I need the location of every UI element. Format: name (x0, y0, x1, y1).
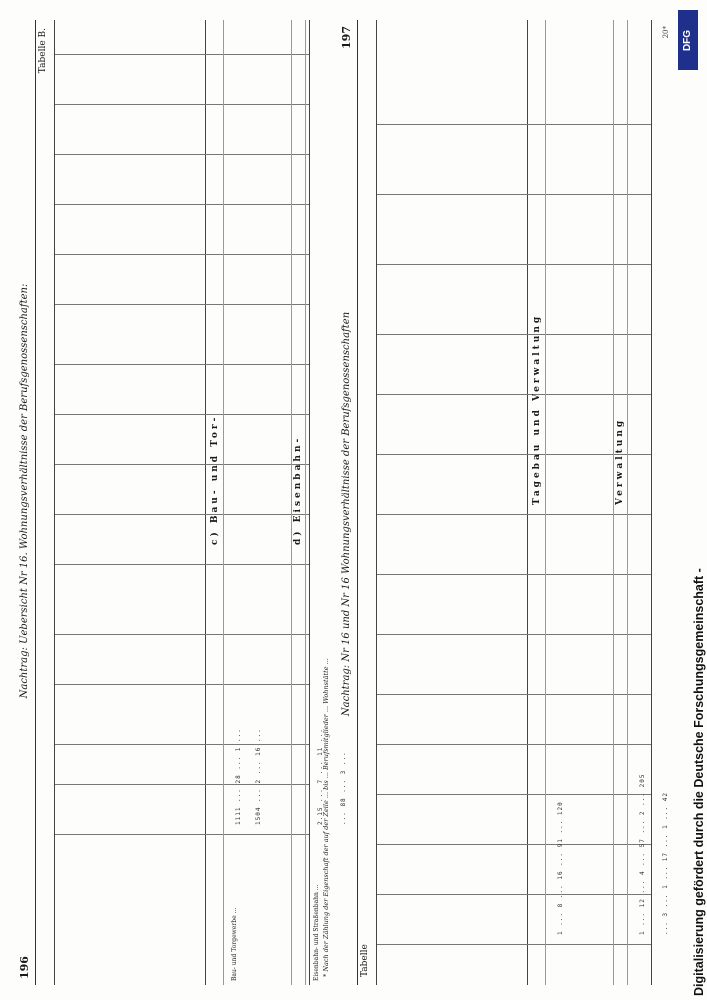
right-column-headers (377, 20, 528, 985)
right-head-title: Nachtrag: Nr 16 und Nr 16 Wohnungsverhältnisse der Berufsgenossenschaften (341, 311, 352, 717)
left-section-c: c) Bau- und Tor- (210, 414, 220, 545)
right-page (336, 20, 676, 985)
left-page-number: 196 (18, 956, 31, 979)
left-footnote: * Nach der Zählung der Eigenschaft der auf der Zeile ... bis ... Berufsmitglieder ... Wohnstätte ... (322, 658, 330, 977)
dfg-banner-text: Digitalisierung gefördert durch die Deutsche Forschungsgemeinschaft - (692, 568, 706, 996)
right-table-label: Tabelle (360, 944, 370, 977)
right-running-head (336, 20, 358, 985)
right-table-grid: Tagebau und Verwaltung Verwaltung 1 ... 8 ... 16 ... 91 ... 120 1 ... 12 ... 4 ... 57 ... 2 ... 205 ... 3 ... 1 ... 17 ... 1 ... 42 (376, 20, 652, 985)
left-section-d: d) Eisenbahn- (293, 435, 303, 545)
dfg-logo-icon (678, 10, 698, 70)
right-section-c: Tagebau und Verwaltung (532, 313, 542, 505)
left-running-head (14, 20, 36, 985)
right-page-mark: 20* (662, 26, 670, 39)
left-table-label: Tabelle B. (38, 28, 48, 74)
right-section-d: Verwaltung (615, 417, 625, 505)
dfg-banner (678, 6, 706, 994)
right-page-number: 197 (340, 26, 353, 49)
left-column-headers (55, 20, 206, 985)
left-head-title: Nachtrag: Uebersicht Nr 16. Wohnungsverhältnisse der Berufsgenossenschaften: (19, 283, 30, 699)
left-table-grid: c) Bau- und Tor- d) Eisenbahn- 1111 ... 28 ... 1 ... 1504 ... 2 ... 16 ... 2.15 ... 7 ... 11 ... ... 88 ... 3 ... Bau- und Torgewerbe ... Eisenbahn- und Straßenbahn ... (54, 20, 310, 985)
dfg-logo-text: DFG (682, 29, 694, 51)
